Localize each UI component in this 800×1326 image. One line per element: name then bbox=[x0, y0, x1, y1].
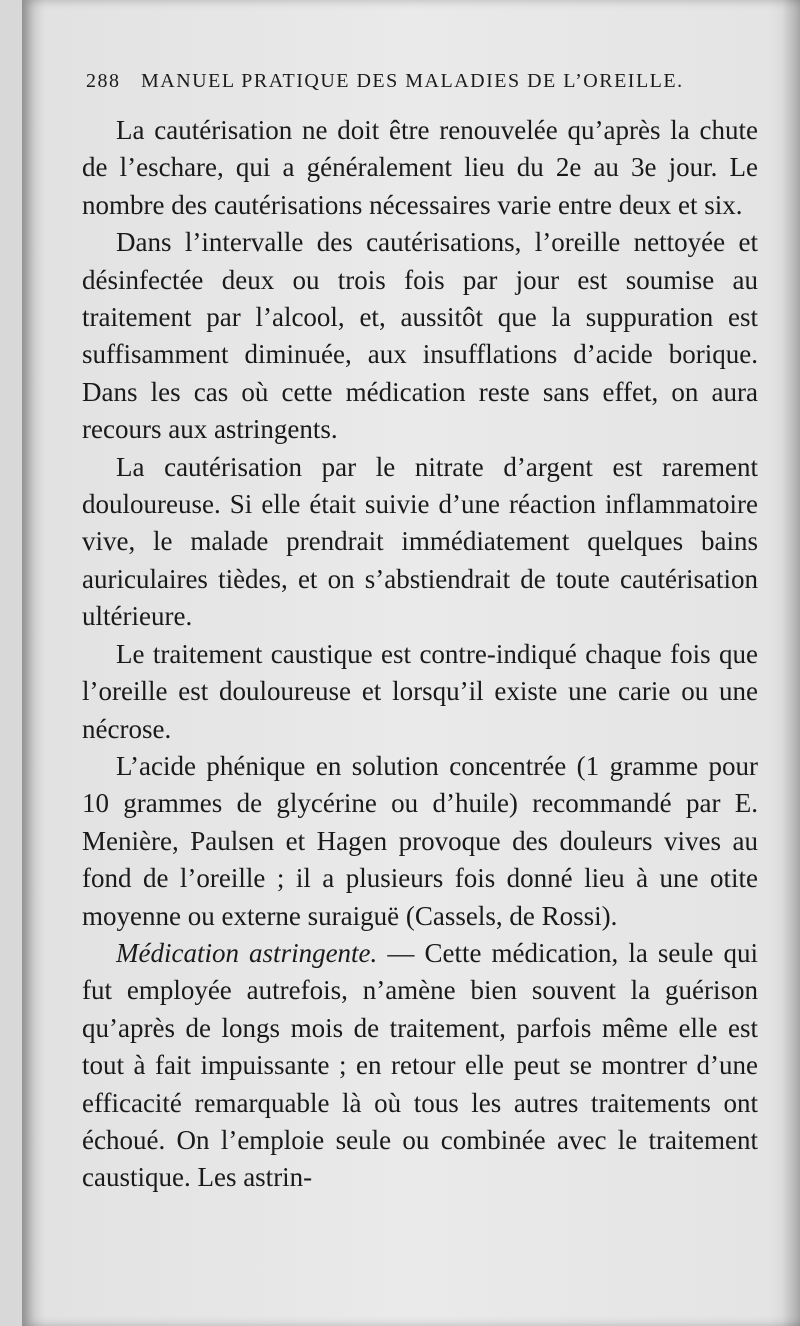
running-header bbox=[86, 70, 726, 93]
book-page bbox=[22, 0, 800, 1326]
body-text bbox=[82, 112, 758, 1197]
paragraph: Dans l’intervalle des cautérisations, l’oreille nettoyée et désinfectée deux ou trois fois par jour est soumise au traitement par l’alcool, et, aussitôt que la suppuration est suffisamment diminuée, aux insufflations d’acide borique. Dans les cas où cette médication reste sans effet, on aura recours aux astringents. bbox=[82, 227, 758, 445]
page-number: 288 bbox=[86, 70, 121, 92]
section-heading-italic: Médication astringente. bbox=[116, 937, 378, 968]
paragraph: La cautérisation ne doit être renouvelée qu’après la chute de l’eschare, qui a généralement lieu du 2e au 3e jour. Le nombre des cautérisations nécessaires varie entre deux et six. bbox=[82, 115, 758, 220]
running-title: MANUEL PRATIQUE DES MALADIES DE L’OREILLE. bbox=[141, 70, 684, 92]
paragraph: Le traitement caustique est contre-indiqué chaque fois que l’oreille est douloureuse et lorsqu’il existe une carie ou une nécrose. bbox=[82, 638, 758, 744]
paragraph bbox=[82, 935, 758, 1197]
paragraph: L’acide phénique en solution concentrée (1 gramme pour 10 grammes de glycérine ou d’huile) recommandé par E. Menière, Paulsen et Hagen provoque des douleurs vives au fond de l’oreille ; il a plusieurs fois donné lieu à une otite moyenne ou externe suraiguë (Cassels, de Rossi). bbox=[82, 750, 758, 931]
paragraph: La cautérisation par le nitrate d’argent est rarement douloureuse. Si elle était suivie d’une réaction inflammatoire vive, le malade prendrait immédiatement quelques bains auriculaires tièdes, et on s’abstiendrait de toute cautérisation ultérieure. bbox=[82, 451, 758, 632]
paragraph-text: — Cette médication, la seule qui fut employée autrefois, n’amène bien souvent la guérison qu’après de longs mois de traitement, parfois même elle est tout à fait impuissante ; en retour elle peut se montrer d’une efficacité remarquable là où tous les autres traitements ont échoué. On l’emploie seule ou combinée avec le traitement caustique. Les astrin- bbox=[82, 937, 758, 1193]
